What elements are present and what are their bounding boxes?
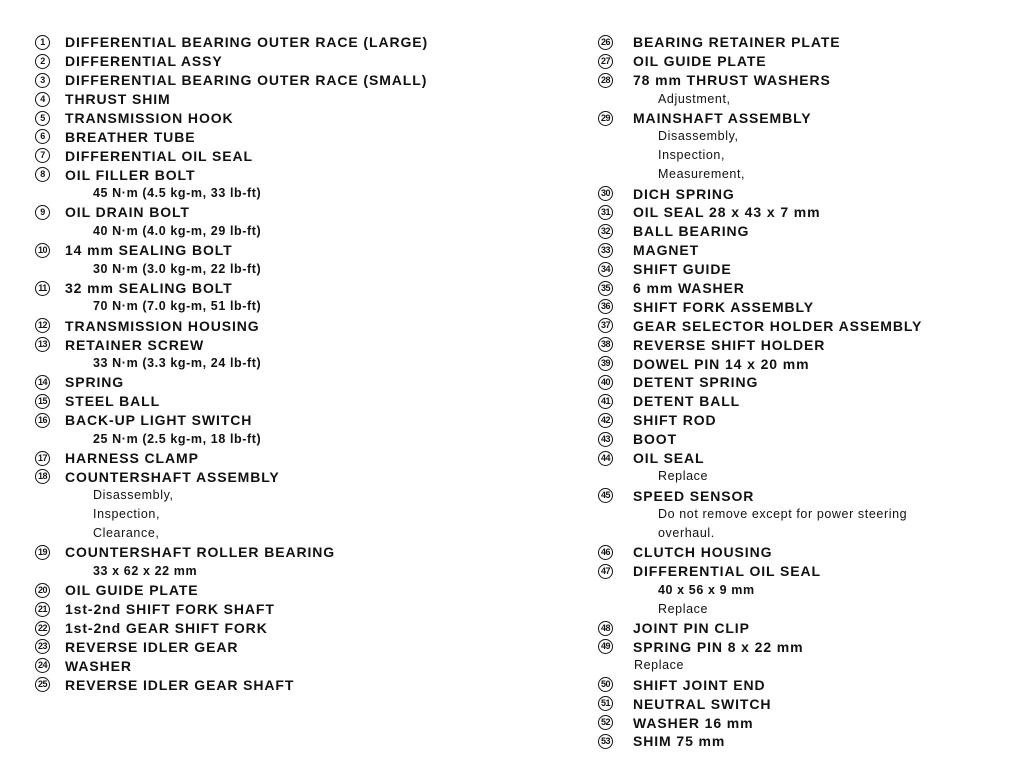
part-entry (598, 543, 1008, 562)
part-row (598, 732, 1008, 751)
part-entry (35, 241, 555, 279)
part-note: Adjustment, (658, 91, 731, 106)
part-row (35, 335, 555, 354)
part-note: Replace (658, 601, 709, 616)
part-number-circle: 30 (598, 186, 613, 201)
part-entry (35, 127, 555, 146)
part-number-circle: 48 (598, 621, 613, 636)
part-number-circle: 21 (35, 602, 50, 617)
part-entry (35, 581, 555, 600)
part-number-circle: 4 (35, 92, 50, 107)
part-number-circle: 23 (35, 639, 50, 654)
part-number-circle: 10 (35, 243, 50, 258)
part-name: CLUTCH HOUSING (633, 544, 773, 561)
part-entry (598, 732, 1008, 751)
part-entry (35, 316, 555, 335)
part-number-circle: 49 (598, 639, 613, 654)
part-name: DETENT SPRING (633, 374, 759, 391)
part-number-circle: 43 (598, 432, 613, 447)
part-row (598, 638, 1008, 657)
part-name: COUNTERSHAFT ASSEMBLY (65, 468, 280, 485)
part-number-circle: 32 (598, 224, 613, 239)
part-name: TRANSMISSION HOOK (65, 110, 234, 126)
part-entry (598, 694, 1008, 713)
part-name: DETENT BALL (633, 393, 741, 410)
part-number-circle: 40 (598, 375, 613, 390)
part-row (598, 486, 1008, 505)
part-name: BACK-UP LIGHT SWITCH (65, 412, 253, 429)
part-note: Disassembly, (658, 129, 739, 144)
part-row (598, 222, 1008, 241)
part-name: BALL BEARING (633, 223, 750, 240)
part-row (35, 543, 555, 562)
part-row (35, 467, 555, 486)
part-number-circle: 39 (598, 356, 613, 371)
part-row (598, 109, 1008, 128)
part-row (35, 90, 555, 109)
part-entry (35, 467, 555, 543)
part-name: WASHER 16 mm (633, 714, 754, 731)
part-name: GEAR SELECTOR HOLDER ASSEMBLY (633, 317, 923, 334)
part-row (35, 638, 555, 657)
part-number-circle: 1 (35, 35, 50, 50)
part-row (35, 619, 555, 638)
part-row (598, 449, 1008, 468)
part-name: DIFFERENTIAL OIL SEAL (633, 563, 821, 580)
part-spec: 40 x 56 x 9 mm (658, 582, 755, 597)
part-name: 78 mm THRUST WASHERS (633, 72, 831, 89)
part-row (35, 52, 555, 71)
part-row (598, 297, 1008, 316)
part-entry (598, 316, 1008, 335)
part-number-circle: 6 (35, 129, 50, 144)
part-number-circle: 44 (598, 451, 613, 466)
part-number-circle: 41 (598, 394, 613, 409)
part-number-circle: 38 (598, 337, 613, 352)
part-name: DIFFERENTIAL OIL SEAL (65, 147, 253, 164)
part-row (35, 581, 555, 600)
part-name: OIL GUIDE PLATE (65, 582, 199, 599)
part-number-circle: 34 (598, 262, 613, 277)
part-row (35, 127, 555, 146)
part-entry (598, 486, 1008, 543)
part-row (35, 675, 555, 694)
part-name: 1st-2nd SHIFT FORK SHAFT (65, 601, 275, 618)
part-row (35, 411, 555, 430)
part-number-circle: 46 (598, 545, 613, 560)
part-name: 1st-2nd GEAR SHIFT FORK (65, 620, 268, 637)
part-name: COUNTERSHAFT ROLLER BEARING (65, 544, 336, 561)
part-row (35, 279, 555, 298)
part-note: Disassembly, (93, 488, 174, 503)
part-number-circle: 19 (35, 545, 50, 560)
part-number-circle: 51 (598, 696, 613, 711)
part-entry (35, 411, 555, 449)
part-name: JOINT PIN CLIP (633, 620, 750, 637)
part-name: OIL SEAL 28 x 43 x 7 mm (633, 204, 821, 221)
part-note: Replace (658, 469, 709, 484)
part-name: DIFFERENTIAL BEARING OUTER RACE (SMALL) (65, 72, 428, 89)
part-entry (598, 411, 1008, 430)
part-entry (35, 335, 555, 373)
part-row (598, 392, 1008, 411)
part-name: BOOT (633, 431, 678, 448)
part-entry (35, 146, 555, 165)
part-name: HARNESS CLAMP (65, 450, 199, 467)
part-entry (598, 713, 1008, 732)
part-row (598, 430, 1008, 449)
part-name: DOWEL PIN 14 x 20 mm (633, 355, 810, 372)
part-entry (598, 203, 1008, 222)
part-row (598, 335, 1008, 354)
part-name: REVERSE SHIFT HOLDER (633, 336, 826, 353)
part-note: Measurement, (658, 167, 746, 182)
part-row (598, 52, 1008, 71)
part-row (35, 109, 555, 128)
part-row (35, 33, 555, 52)
part-number-circle: 20 (35, 583, 50, 598)
part-row (598, 713, 1008, 732)
part-name: 6 mm WASHER (633, 280, 745, 297)
part-name: OIL GUIDE PLATE (633, 53, 767, 70)
part-number-circle: 33 (598, 243, 613, 258)
part-spec: 45 N·m (4.5 kg-m, 33 lb-ft) (93, 186, 262, 201)
part-number-circle: 5 (35, 111, 50, 126)
part-entry (598, 184, 1008, 203)
part-entry (598, 335, 1008, 354)
part-note: Replace (634, 658, 685, 673)
part-entry (35, 90, 555, 109)
part-name: SHIM 75 mm (633, 733, 726, 750)
part-name: SPEED SENSOR (633, 487, 755, 504)
part-number-circle: 53 (598, 734, 613, 749)
part-name: SHIFT GUIDE (633, 261, 732, 278)
part-number-circle: 36 (598, 299, 613, 314)
part-row (35, 203, 555, 222)
part-name: 14 mm SEALING BOLT (65, 242, 233, 259)
part-row (598, 71, 1008, 90)
part-name: SHIFT JOINT END (633, 676, 766, 693)
part-entry (35, 543, 555, 581)
part-name: BREATHER TUBE (65, 128, 196, 145)
part-spec: 25 N·m (2.5 kg-m, 18 lb-ft) (93, 431, 262, 446)
part-number-circle: 9 (35, 205, 50, 220)
part-entry (598, 52, 1008, 71)
part-spec: 33 N·m (3.3 kg-m, 24 lb-ft) (93, 356, 262, 371)
part-entry (598, 241, 1008, 260)
part-entry (35, 392, 555, 411)
part-name: SPRING (65, 374, 125, 391)
part-entry (598, 675, 1008, 694)
part-number-circle: 14 (35, 375, 50, 390)
part-number-circle: 3 (35, 73, 50, 88)
part-entry (35, 675, 555, 694)
part-entry (598, 354, 1008, 373)
part-entry (598, 449, 1008, 487)
part-entry (598, 562, 1008, 619)
part-row (35, 600, 555, 619)
part-entry (35, 71, 555, 90)
part-entry (35, 656, 555, 675)
part-name: WASHER (65, 657, 132, 674)
part-row (598, 354, 1008, 373)
part-number-circle: 42 (598, 413, 613, 428)
part-number-circle: 17 (35, 451, 50, 466)
part-number-circle: 26 (598, 35, 613, 50)
part-entry (35, 109, 555, 128)
part-row (598, 411, 1008, 430)
part-row (35, 146, 555, 165)
part-number-circle: 29 (598, 111, 613, 126)
part-name: DICH SPRING (633, 185, 735, 202)
part-name: MAINSHAFT ASSEMBLY (633, 110, 812, 126)
part-row (35, 241, 555, 260)
part-number-circle: 16 (35, 413, 50, 428)
part-name: OIL DRAIN BOLT (65, 204, 190, 221)
part-name: STEEL BALL (65, 393, 161, 410)
part-name: REVERSE IDLER GEAR SHAFT (65, 676, 295, 693)
part-entry (598, 638, 1008, 676)
part-number-circle: 50 (598, 677, 613, 692)
part-row (598, 562, 1008, 581)
part-row (35, 656, 555, 675)
part-entry (598, 430, 1008, 449)
part-number-circle: 22 (35, 621, 50, 636)
part-note: Clearance, (93, 526, 160, 541)
part-spec: 33 x 62 x 22 mm (93, 563, 198, 578)
part-note: Inspection, (658, 148, 726, 163)
part-entry (598, 619, 1008, 638)
part-row (35, 449, 555, 468)
part-row (598, 675, 1008, 694)
parts-list-right-column (598, 33, 1008, 751)
part-name: THRUST SHIM (65, 91, 171, 108)
part-name: SHIFT ROD (633, 412, 717, 429)
part-entry (598, 373, 1008, 392)
part-name: 32 mm SEALING BOLT (65, 280, 233, 297)
part-row (35, 71, 555, 90)
part-entry (35, 619, 555, 638)
part-entry (35, 165, 555, 203)
part-name: SHIFT FORK ASSEMBLY (633, 298, 814, 315)
part-name: BEARING RETAINER PLATE (633, 34, 841, 51)
part-spec: 70 N·m (7.0 kg-m, 51 lb-ft) (93, 299, 262, 314)
part-spec: 40 N·m (4.0 kg-m, 29 lb-ft) (93, 223, 262, 238)
part-entry (598, 297, 1008, 316)
part-note: Do not remove except for power steering (658, 507, 908, 522)
part-row (598, 203, 1008, 222)
part-name: DIFFERENTIAL ASSY (65, 53, 223, 70)
part-entry (35, 33, 555, 52)
part-entry (598, 279, 1008, 298)
part-entry (598, 222, 1008, 241)
part-entry (35, 279, 555, 317)
part-entry (35, 52, 555, 71)
part-entry (598, 33, 1008, 52)
part-number-circle: 8 (35, 167, 50, 182)
part-number-circle: 18 (35, 469, 50, 484)
part-number-circle: 12 (35, 318, 50, 333)
part-entry (35, 373, 555, 392)
part-entry (598, 392, 1008, 411)
part-row (598, 33, 1008, 52)
part-number-circle: 25 (35, 677, 50, 692)
part-name: NEUTRAL SWITCH (633, 695, 772, 712)
part-number-circle: 24 (35, 658, 50, 673)
part-note: Inspection, (93, 507, 161, 522)
part-number-circle: 28 (598, 73, 613, 88)
part-number-circle: 11 (35, 281, 50, 296)
part-row (35, 373, 555, 392)
part-number-circle: 47 (598, 564, 613, 579)
part-name: DIFFERENTIAL BEARING OUTER RACE (LARGE) (65, 34, 429, 51)
part-name: OIL FILLER BOLT (65, 166, 196, 183)
part-number-circle: 37 (598, 318, 613, 333)
part-row (598, 184, 1008, 203)
part-row (35, 316, 555, 335)
part-name: SPRING PIN 8 x 22 mm (633, 638, 804, 655)
part-name: MAGNET (633, 242, 700, 259)
part-entry (35, 449, 555, 468)
part-number-circle: 7 (35, 148, 50, 163)
part-name: TRANSMISSION HOUSING (65, 317, 260, 334)
part-row (598, 619, 1008, 638)
part-row (598, 694, 1008, 713)
part-name: REVERSE IDLER GEAR (65, 638, 239, 655)
part-number-circle: 13 (35, 337, 50, 352)
part-name: RETAINER SCREW (65, 336, 205, 353)
part-entry (598, 71, 1008, 109)
part-row (598, 260, 1008, 279)
part-number-circle: 2 (35, 54, 50, 69)
part-number-circle: 15 (35, 394, 50, 409)
part-row (598, 543, 1008, 562)
part-number-circle: 27 (598, 54, 613, 69)
part-note: overhaul. (658, 526, 715, 541)
part-entry (35, 600, 555, 619)
part-entry (598, 109, 1008, 185)
part-row (598, 279, 1008, 298)
part-row (35, 392, 555, 411)
part-row (35, 165, 555, 184)
part-row (598, 241, 1008, 260)
parts-list-left-column (35, 33, 555, 694)
part-number-circle: 35 (598, 281, 613, 296)
part-entry (35, 638, 555, 657)
part-entry (35, 203, 555, 241)
part-row (598, 316, 1008, 335)
part-entry (598, 260, 1008, 279)
part-number-circle: 52 (598, 715, 613, 730)
part-number-circle: 45 (598, 488, 613, 503)
part-spec: 30 N·m (3.0 kg-m, 22 lb-ft) (93, 261, 262, 276)
part-number-circle: 31 (598, 205, 613, 220)
part-row (598, 373, 1008, 392)
part-name: OIL SEAL (633, 450, 705, 467)
